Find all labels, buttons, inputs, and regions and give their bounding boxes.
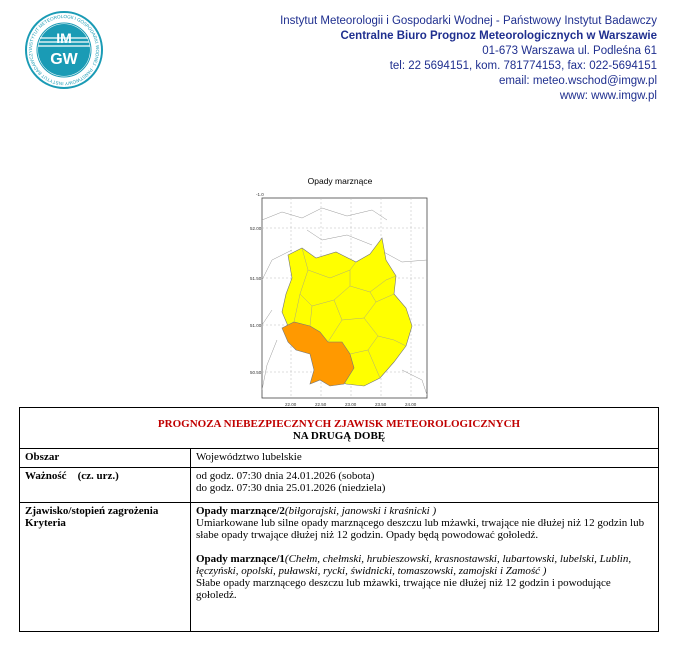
svg-text:GW: GW bbox=[50, 51, 78, 68]
warning-level2-description: Umiarkowane lub silne opady marznącego deszczu lub mżawki, trwające nie dłużej niż 12 godzin lub słabe opady trwające dłużej niż 12 godzin. Opady będą powodować gołoledź. bbox=[196, 517, 645, 541]
criteria-label: Kryteria bbox=[25, 517, 66, 529]
imgw-logo bbox=[24, 10, 104, 90]
report-title-line2: NA DRUGĄ DOBĘ bbox=[292, 430, 386, 442]
area-label: Obszar bbox=[20, 449, 191, 468]
phenomenon-value bbox=[191, 503, 659, 632]
svg-text:23.50: 23.50 bbox=[375, 402, 387, 407]
phenomenon-label: Zjawisko/stopień zagrożenia bbox=[25, 505, 159, 517]
svg-text:IM: IM bbox=[56, 30, 72, 46]
report-title-line1: PROGNOZA NIEBEZPIECZNYCH ZJAWISK METEOROLOGICZNYCH bbox=[157, 418, 521, 430]
warning-level2-title: Opady marznące/2 bbox=[196, 505, 285, 517]
warning-level1-description: Słabe opady marznącego deszczu lub mżawki, trwające nie dłużej niż 12 godzin i powodujące gołoledź. bbox=[196, 577, 611, 601]
svg-text:51.00: 51.00 bbox=[250, 323, 262, 328]
bureau-name: Centralne Biuro Prognoz Meteorologicznych w Warszawie bbox=[340, 30, 657, 42]
validity-value bbox=[191, 468, 659, 503]
svg-text:INSTYTUT METEOROLOGII I GOSPOD: INSTYTUT METEOROLOGII I GOSPODARKI WODNEJ · PAŃSTWOWY INSTYTUT BADAWCZY bbox=[27, 13, 101, 87]
report-title bbox=[20, 408, 659, 449]
warning-level1-counties: (Chełm, chełmski, hrubieszowski, krasnostawski, lubartowski, lubelski, Lublin, łęczyński, opolski, puławski, rycki, świdnicki, tomaszowski, zamojski i Zamość ) bbox=[196, 553, 632, 577]
website[interactable]: www: www.imgw.pl bbox=[559, 90, 657, 102]
forecast-table bbox=[19, 407, 659, 632]
svg-text:23.00: 23.00 bbox=[345, 402, 357, 407]
phone: tel: 22 5694151, kom. 781774153, fax: 022-5694151 bbox=[389, 60, 657, 72]
map-title: Opady marznące bbox=[307, 176, 373, 186]
warning-map bbox=[252, 190, 432, 412]
svg-text:-1.0: -1.0 bbox=[256, 192, 264, 197]
warning-level2-heading bbox=[196, 505, 653, 517]
area-value: Województwo lubelskie bbox=[191, 449, 659, 468]
svg-text:22.00: 22.00 bbox=[285, 402, 297, 407]
warning-level1-title: Opady marznące/1 bbox=[196, 553, 285, 565]
svg-text:22.50: 22.50 bbox=[315, 402, 327, 407]
svg-text:52.00: 52.00 bbox=[250, 226, 262, 231]
address: 01-673 Warszawa ul. Podleśna 61 bbox=[482, 45, 657, 57]
institute-info bbox=[237, 14, 657, 104]
warning-level2-counties: (biłgorajski, janowski i kraśnicki ) bbox=[284, 505, 437, 517]
validity-to: do godz. 07:30 dnia 25.01.2026 (niedziela) bbox=[196, 482, 386, 494]
institute-name: Instytut Meteorologii i Gospodarki Wodnej - Państwowy Instytut Badawczy bbox=[280, 15, 657, 27]
validity-label: Ważność bbox=[25, 470, 67, 482]
validity-note: (cz. urz.) bbox=[77, 470, 119, 482]
validity-from: od godz. 07:30 dnia 24.01.2026 (sobota) bbox=[196, 470, 375, 482]
validity-label-cell bbox=[20, 468, 191, 503]
warning-level1-heading bbox=[196, 553, 653, 577]
svg-text:51.50: 51.50 bbox=[250, 276, 262, 281]
email[interactable]: email: meteo.wschod@imgw.pl bbox=[498, 75, 657, 87]
phenomenon-label-cell bbox=[20, 503, 191, 632]
svg-text:24.00: 24.00 bbox=[405, 402, 417, 407]
svg-text:50.50: 50.50 bbox=[250, 370, 262, 375]
